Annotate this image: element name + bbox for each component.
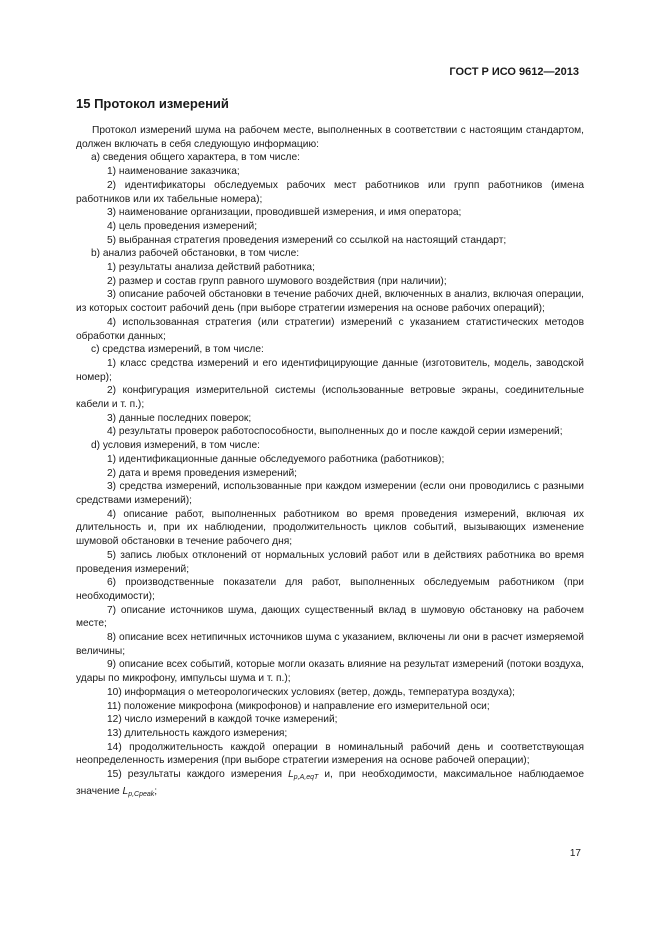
list-d-label: d) условия измерений, в том числе:	[91, 440, 260, 452]
document-body	[76, 124, 584, 801]
list-item: 7) описание источников шума, дающих существенный вклад в шумовую обстановку на рабочем месте;	[76, 604, 584, 630]
list-item: 2) конфигурация измерительной системы (использованные ветровые экраны, соединительные кабели и т. п.);	[76, 385, 584, 411]
list-item: 3) средства измерений, использованные при каждом измерении (если они проводились с разными средствами измерений);	[76, 481, 584, 506]
list-a-label: a) сведения общего характера, в том числе:	[91, 152, 301, 164]
intro-paragraph: Протокол измерений шума на рабочем месте, выполненных в соответствии с настоящим стандартом, должен включать в себя следующую информацию:	[76, 125, 584, 150]
list-item: 5) запись любых отклонений от нормальных условий работ или в действиях работника во время проведения измерений;	[76, 549, 584, 575]
list-item: 4) описание работ, выполненных работником во время проведения измерений, включая их длительность и, при их наблюдении, продолжительность циклов событий, вызывающих изменение шумовой обстановки в течение рабочего дня;	[76, 508, 584, 548]
list-b-label: b) анализ рабочей обстановки, в том числе:	[91, 248, 300, 260]
list-item-15	[76, 768, 584, 801]
list-item: 13) длительность каждого измерения;	[107, 727, 288, 739]
list-item: 8) описание всех нетипичных источников шума с указанием, включены ли они в расчет измеряемой величины;	[76, 632, 584, 657]
subscript-p-a-eqt: p,A,eqT	[293, 774, 319, 782]
item15-middle: и, при необходимости, максимальное наблюдаемое значение	[76, 769, 584, 797]
list-item: 1) наименование заказчика;	[107, 166, 240, 178]
list-item: 3) описание рабочей обстановки в течение рабочих дней, включенных в анализ, включая операции, из которых состоит рабочий день (при выборе стратегии измерения на основе рабочих операций);	[76, 289, 584, 315]
subscript-p-cpeak: p,Cpeak	[128, 790, 155, 798]
section-heading: 15 Протокол измерений	[76, 96, 229, 111]
list-item: 4) цель проведения измерений;	[107, 220, 258, 232]
standard-designation: ГОСТ Р ИСО 9612—2013	[449, 66, 579, 78]
list-item: 2) размер и состав групп равного шумового воздействия (при наличии);	[107, 275, 447, 287]
list-item: 4) результаты проверок работоспособности, выполненных до и после каждой серии измерений;	[107, 426, 563, 438]
list-item: 11) положение микрофона (микрофонов) и направление его измерительной оси;	[107, 700, 490, 712]
list-item: 2) дата и время проведения измерений;	[107, 467, 298, 479]
list-item: 9) описание всех событий, которые могли оказать влияние на результат измерений (потоки воздуха, удары по микрофону, импульсы шума и т. п.);	[76, 659, 584, 685]
list-item: 12) число измерений в каждой точке измерений;	[107, 714, 338, 726]
page-number: 17	[569, 848, 581, 859]
item15-suffix: ;	[154, 785, 158, 797]
list-item: 14) продолжительность каждой операции в номинальный рабочий день и соответствующая неопределенность измерения (при выборе стратегии измерения на основе рабочей операции);	[76, 741, 584, 767]
list-item: 1) идентификационные данные обследуемого работника (работников);	[107, 453, 445, 465]
item15-prefix: 15) результаты каждого измерения	[107, 769, 289, 781]
list-item: 3) данные последних поверок;	[107, 412, 252, 424]
list-item: 5) выбранная стратегия проведения измерений со ссылкой на настоящий стандарт;	[107, 234, 507, 246]
list-item: 3) наименование организации, проводившей измерения, и имя оператора;	[107, 207, 462, 219]
list-item: 6) производственные показатели для работ, выполненных обследуемым работником (при необходимости);	[76, 577, 584, 602]
list-c-label: c) средства измерений, в том числе:	[91, 344, 264, 356]
list-item: 4) использованная стратегия (или стратегии) измерений с указанием статистических методов обработки данных;	[76, 316, 584, 342]
list-item: 1) результаты анализа действий работника;	[107, 262, 315, 274]
symbol-l: L	[122, 785, 129, 797]
list-item: 2) идентификаторы обследуемых рабочих мест работников или групп работников (имена работников или их табельные номера);	[76, 179, 584, 205]
list-item: 1) класс средства измерений и его идентифицирующие данные (изготовитель, модель, заводской номер);	[76, 357, 584, 383]
list-item: 10) информация о метеорологических условиях (ветер, дождь, температура воздуха);	[107, 686, 515, 698]
symbol-l: L	[288, 769, 294, 781]
